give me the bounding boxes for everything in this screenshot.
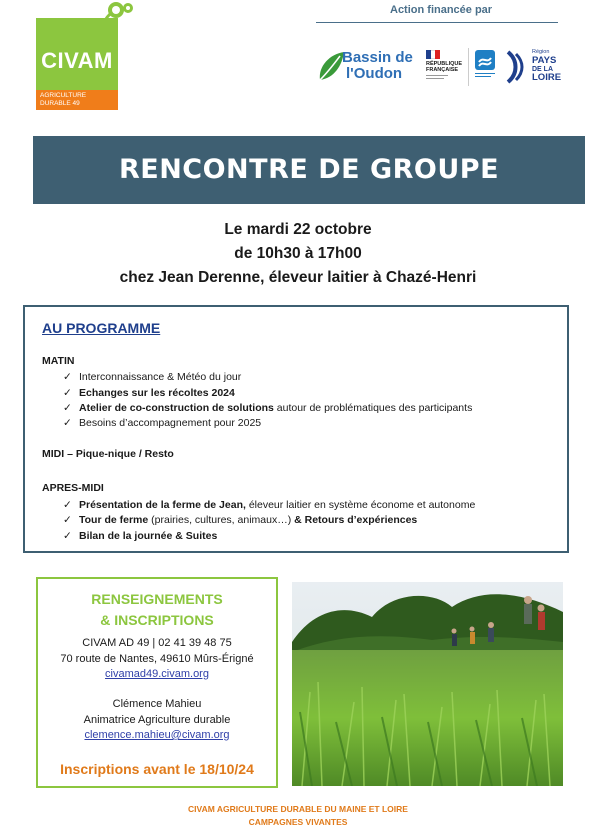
title-banner xyxy=(33,136,585,204)
banner-title: RENCONTRE DE GROUPE xyxy=(118,154,500,185)
event-place: chez Jean Derenne, éleveur laitier à Chazé-Henri xyxy=(119,269,477,286)
french-flag-icon xyxy=(426,50,440,59)
program-box xyxy=(23,305,569,553)
agence-eau-logo xyxy=(468,48,499,86)
list-item: ✓ Bilan de la journée & Suites xyxy=(63,530,218,542)
logo-name: CIVAM xyxy=(41,48,113,73)
region-arcs-icon xyxy=(506,50,528,84)
email-link[interactable]: clemence.mahieu@civam.org xyxy=(84,729,230,741)
field-photo xyxy=(292,582,563,786)
address: 70 route de Nantes, 49610 Mûrs-Érigné xyxy=(60,653,254,665)
check-icon: ✓ xyxy=(63,402,72,414)
website-link[interactable]: civamad49.civam.org xyxy=(105,668,209,680)
region-pdl-logo: Région PAYS DE LA LOIRE xyxy=(506,50,564,86)
check-icon: ✓ xyxy=(63,530,72,542)
check-icon: ✓ xyxy=(63,371,72,383)
bassin-oudon-logo: Bassin de l'Oudon xyxy=(316,50,414,86)
list-item: ✓ Tour de ferme (prairies, cultures, animaux…) & Retours d’expériences xyxy=(63,514,418,526)
grass-field-image xyxy=(292,582,563,786)
info-box xyxy=(36,577,278,788)
check-icon: ✓ xyxy=(63,417,72,429)
republique-francaise-logo: RÉPUBLIQUE FRANÇAISE xyxy=(422,50,466,86)
list-item: ✓ Présentation de la ferme de Jean, éleveur laitier en système économe et autonome xyxy=(63,499,476,511)
check-icon: ✓ xyxy=(63,499,72,511)
funding-label: Action financée par xyxy=(390,4,493,16)
contact-name: Clémence Mahieu xyxy=(112,698,202,710)
deadline-note: Inscriptions avant le 18/10/24 xyxy=(60,761,254,777)
footer-line-2: CAMPAGNES VIVANTES xyxy=(248,817,348,827)
civam-logo xyxy=(36,18,118,110)
contact-role: Animatrice Agriculture durable xyxy=(83,714,231,726)
event-time: de 10h30 à 17h00 xyxy=(234,245,362,262)
morning-title: MATIN xyxy=(42,355,75,367)
list-item: ✓ Besoins d’accompagnement pour 2025 xyxy=(63,417,262,429)
funding-divider xyxy=(316,22,558,23)
check-icon: ✓ xyxy=(63,514,72,526)
check-icon: ✓ xyxy=(63,387,72,399)
water-drop-icon xyxy=(475,50,495,70)
list-item: ✓ Interconnaissance & Météo du jour xyxy=(63,371,242,383)
list-item: ✓ Echanges sur les récoltes 2024 xyxy=(63,387,235,399)
funding-logos xyxy=(316,48,566,88)
footer-line-1: CIVAM AGRICULTURE DURABLE DU MAINE ET LOIRE xyxy=(188,804,408,814)
event-date: Le mardi 22 octobre xyxy=(224,221,372,238)
midday-title: MIDI – Pique-nique / Resto xyxy=(42,448,174,460)
logo-subtitle: AGRICULTURE DURABLE 49 xyxy=(36,90,118,110)
program-title: AU PROGRAMME xyxy=(42,320,161,336)
list-item: ✓ Atelier de co-construction de solutions autour de problématiques des participants xyxy=(63,402,473,414)
info-heading-2: & INSCRIPTIONS xyxy=(100,612,214,628)
afternoon-title: APRES-MIDI xyxy=(42,482,104,494)
info-heading-1: RENSEIGNEMENTS xyxy=(91,591,223,607)
org-line: CIVAM AD 49 | 02 41 39 48 75 xyxy=(82,637,232,649)
